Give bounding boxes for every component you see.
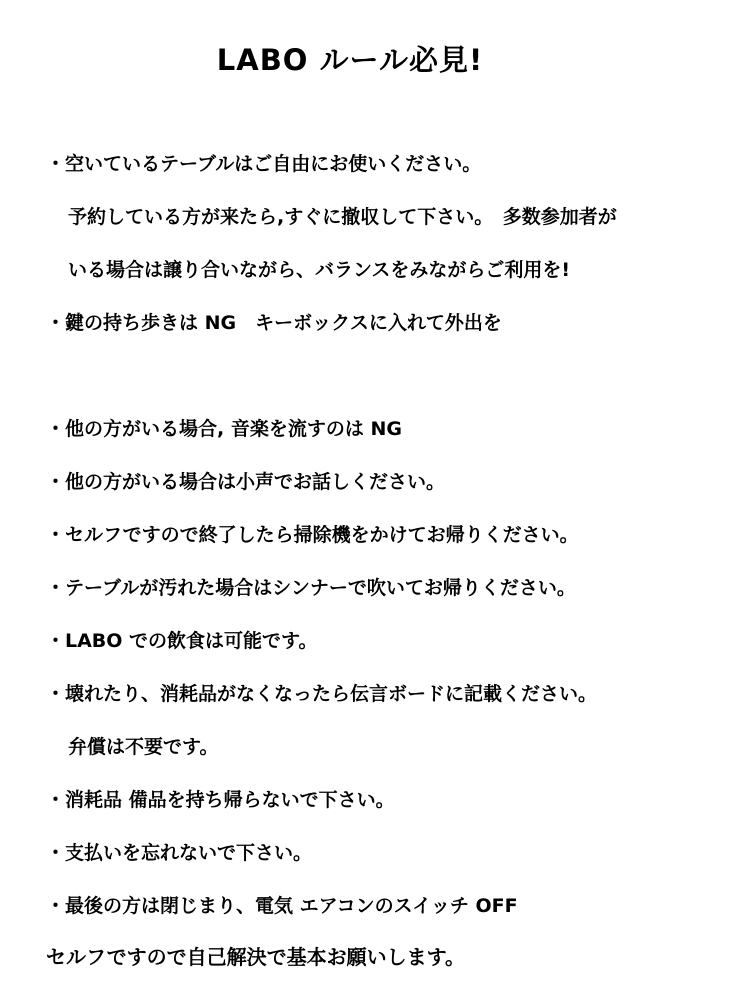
rule-line: ・支払いを忘れないで下さい。 — [46, 842, 313, 864]
rule-line: 予約している方が来たら,すぐに撤収して下さい。 多数参加者が — [68, 206, 617, 228]
page-title: LABO ルール必見! — [216, 43, 484, 77]
rule-line: ・LABO での飲食は可能です。 — [46, 630, 318, 652]
rule-line: いる場合は譲り合いながら、バランスをみながらご利用を! — [68, 259, 571, 281]
rule-line: ・テーブルが汚れた場合はシンナーで吹いてお帰りください。 — [46, 577, 576, 599]
rule-line: ・壊れたり、消耗品がなくなったら伝言ボードに記載ください。 — [46, 683, 598, 705]
rule-line: ・他の方がいる場合は小声でお話しください。 — [46, 471, 446, 493]
rule-line: ・セルフですので終了したら掃除機をかけてお帰りください。 — [46, 524, 579, 546]
rule-line: ・空いているテーブルはご自由にお使いください。 — [46, 153, 482, 175]
rule-line: ・消耗品 備品を持ち帰らないで下さい。 — [46, 789, 395, 811]
rule-line: 弁償は不要です。 — [68, 736, 219, 758]
rule-line: ・最後の方は閉じまり、電気 エアコンのスイッチ OFF — [46, 895, 518, 917]
footer-note: セルフですので自己解決で基本お願いします。 — [46, 945, 465, 969]
rule-line: ・鍵の持ち歩きは NG キーボックスに入れて外出を — [46, 312, 502, 334]
rule-line: ・他の方がいる場合, 音楽を流すのは NG — [46, 418, 402, 440]
